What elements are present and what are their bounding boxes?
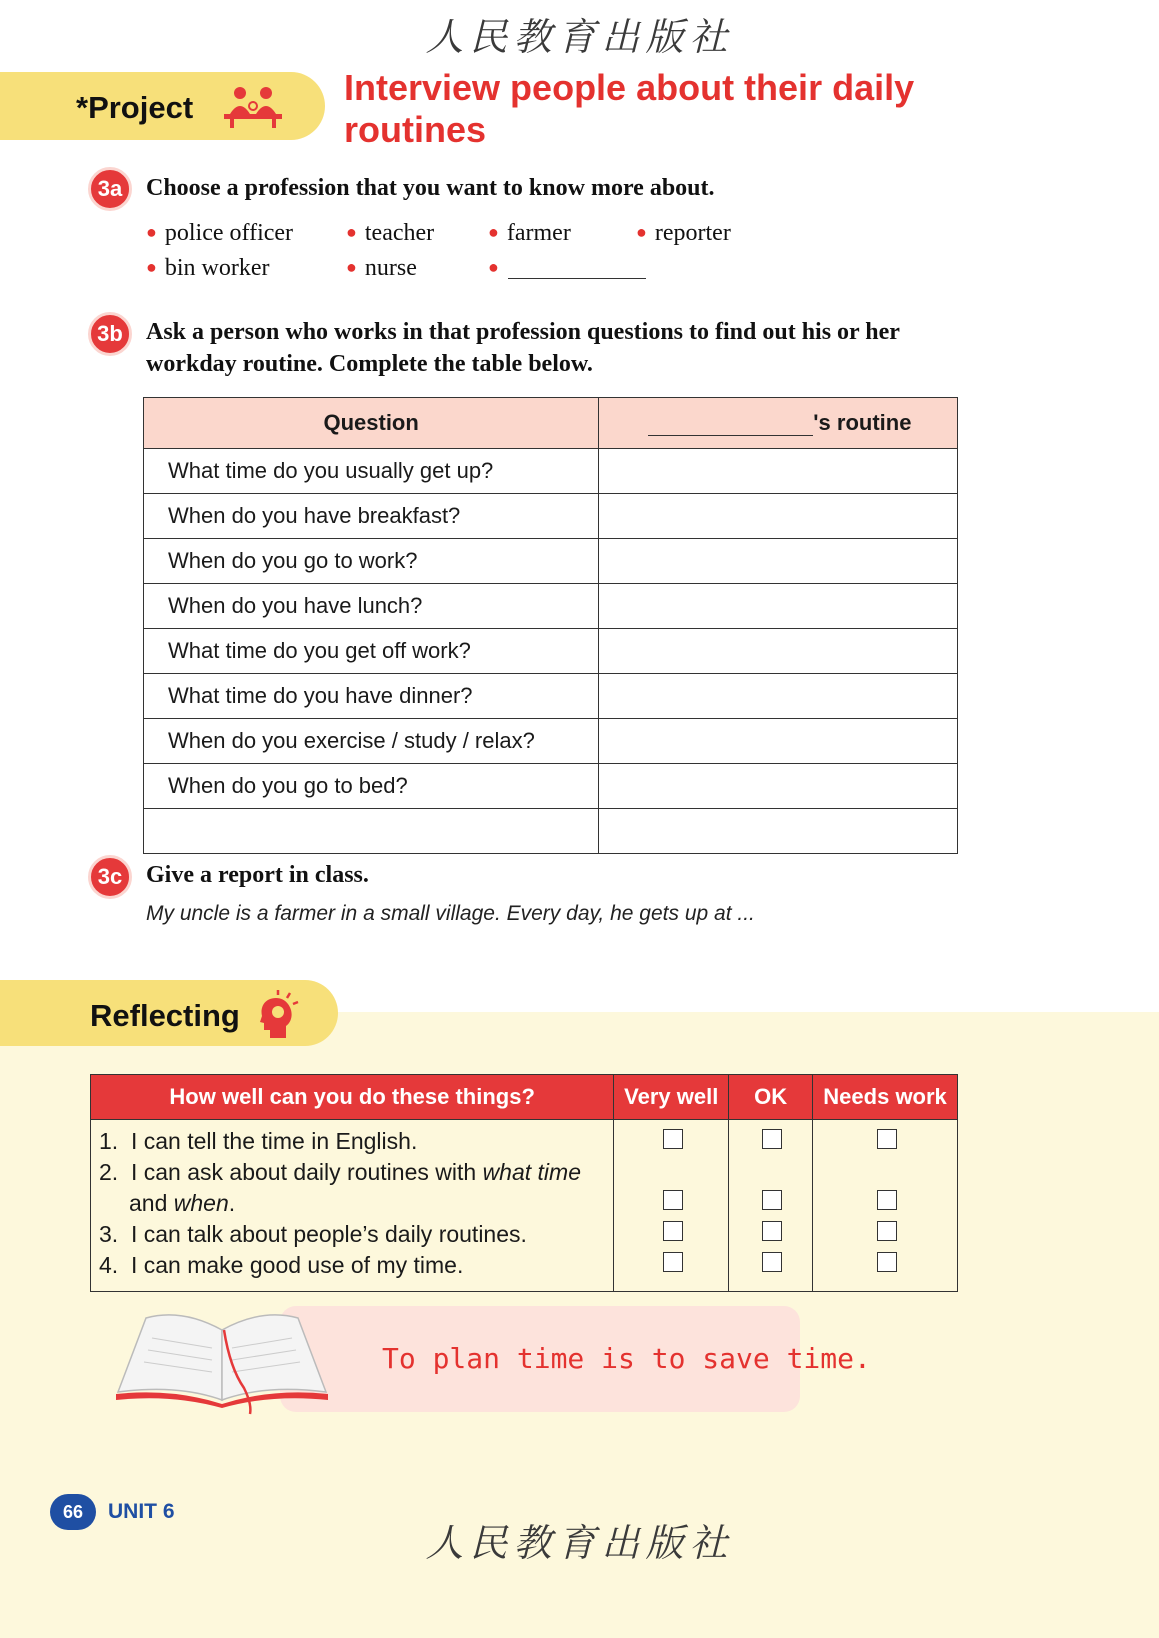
question-cell: What time do you get off work? [144,629,599,674]
answer-cell[interactable] [599,584,958,629]
question-cell: When do you go to bed? [144,764,599,809]
head-lightbulb-icon [256,988,302,1045]
checkbox-1-needs-work[interactable] [877,1129,897,1149]
answer-cell[interactable] [599,629,958,674]
badge-3b: 3b [88,312,132,356]
instruction-3b-line1: Ask a person who works in that profession questions to find out his or her [146,319,900,345]
list-item-cont: and when. [129,1190,236,1216]
option-police-officer: ● police officer [146,220,294,246]
header-needs-work: Needs work [813,1075,958,1120]
list-item: 4. I can make good use of my time. [99,1252,464,1278]
answer-cell[interactable] [599,764,958,809]
list-item: 1. I can tell the time in English. [99,1128,418,1154]
routine-table [143,397,958,854]
answer-cell[interactable] [599,494,958,539]
checkbox-2-very-well[interactable] [663,1190,683,1210]
question-cell: What time do you usually get up? [144,449,599,494]
table-row [144,494,958,539]
table-row [144,449,958,494]
checkbox-2-needs-work[interactable] [877,1190,897,1210]
col-routine-header: 's routine [599,398,958,449]
question-cell: When do you exercise / study / relax? [144,719,599,764]
header-very-well: Very well [614,1075,729,1120]
checkbox-4-needs-work[interactable] [877,1252,897,1272]
list-item: 3. I can talk about people’s daily routines. [99,1221,527,1247]
checkbox-2-ok[interactable] [762,1190,782,1210]
col-question-header: Question [144,398,599,449]
option-reporter: ● reporter [636,220,731,246]
table-row [144,764,958,809]
checkbox-4-very-well[interactable] [663,1252,683,1272]
table-row [144,719,958,764]
badge-3a: 3a [88,167,132,211]
answer-cell[interactable] [599,539,958,584]
open-book-icon [112,1308,332,1421]
table-row [144,584,958,629]
reflecting-label: Reflecting [90,998,240,1033]
project-title-line2: routines [344,109,487,150]
instruction-3c: Give a report in class. [146,862,369,888]
table-row [144,629,958,674]
option-farmer: ● farmer [488,220,571,246]
answer-cell[interactable] [599,449,958,494]
option-blank: ● [488,257,499,277]
question-cell: When do you go to work? [144,539,599,584]
badge-3c: 3c [88,855,132,899]
question-cell-blank[interactable] [144,809,599,854]
list-item: 2. I can ask about daily routines with what time [99,1159,581,1185]
publisher-header: 人民教育出版社 [425,15,734,59]
option-nurse: ● nurse [346,255,417,281]
answer-cell[interactable] [599,719,958,764]
option-bin-worker: ● bin worker [146,255,270,281]
reflecting-table [90,1074,958,1292]
answer-cell[interactable] [599,809,958,854]
checkbox-3-needs-work[interactable] [877,1221,897,1241]
quote-text: To plan time is to save time. [382,1342,871,1375]
table-row [144,809,958,854]
header-ok: OK [729,1075,813,1120]
report-example: My uncle is a farmer in a small village. Every day, he gets up at ... [146,902,755,925]
question-cell: When do you have breakfast? [144,494,599,539]
routine-name-blank[interactable] [648,413,813,436]
table-row [144,539,958,584]
reflection-items [91,1120,614,1292]
table-row [144,674,958,719]
checkbox-4-ok[interactable] [762,1252,782,1272]
option-blank-line[interactable] [508,278,646,279]
checkbox-1-ok[interactable] [762,1129,782,1149]
instruction-3a: Choose a profession that you want to know more about. [146,175,715,201]
answer-cell[interactable] [599,674,958,719]
option-teacher: ● teacher [346,220,435,246]
unit-label: UNIT 6 [108,1500,175,1523]
checkbox-3-very-well[interactable] [663,1221,683,1241]
project-title-line1: Interview people about their daily [344,67,915,108]
page-number: 66 [50,1494,96,1530]
checkbox-1-very-well[interactable] [663,1129,683,1149]
question-cell: When do you have lunch? [144,584,599,629]
instruction-3b-line2: workday routine. Complete the table below. [146,351,593,377]
checkbox-3-ok[interactable] [762,1221,782,1241]
group-people-icon [222,84,284,135]
question-cell: What time do you have dinner? [144,674,599,719]
header-question: How well can you do these things? [91,1075,614,1120]
project-label: *Project [76,90,194,125]
publisher-footer: 人民教育出版社 [425,1521,734,1565]
